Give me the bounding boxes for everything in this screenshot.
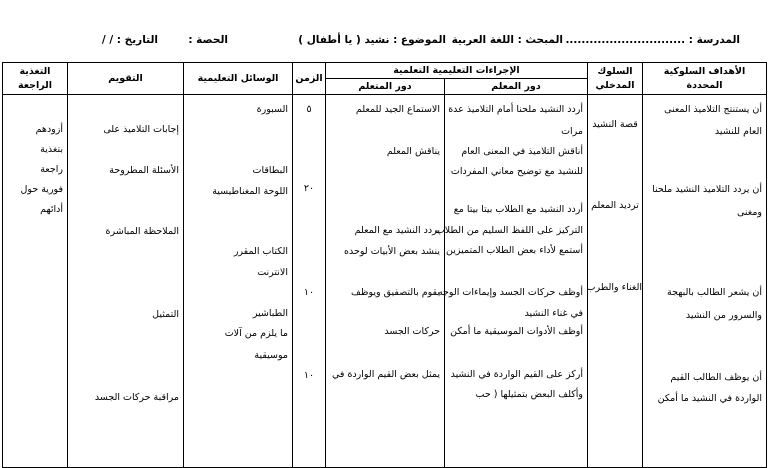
teacher-role-line: للنشيد مع توضيح معاني المفردات	[450, 166, 583, 177]
teacher-role-line: وأكلف البعض بتمثيلها ( حب	[475, 389, 583, 400]
evaluation-item: إجابات التلاميذ على	[103, 124, 179, 135]
time-header: الزمن	[293, 63, 326, 95]
entry-behavior-item: ترديد المعلم	[591, 200, 639, 211]
teacher-role-line: أناقش التلاميذ في المعنى العام	[461, 146, 583, 157]
feedback-line: فورية حول	[20, 184, 63, 195]
teacher-role-cell	[435, 95, 588, 468]
entry-behavior-cell	[588, 95, 643, 468]
feedback-header: التغذية الراجعة	[3, 63, 68, 95]
learner-role-cell	[326, 95, 445, 468]
teacher-role-line: أستمع لأداء بعض الطلاب المتميزين	[445, 245, 583, 256]
aid-item: الانترنت	[257, 267, 288, 278]
learner-role-line: الاستماع الجيد للمعلم	[355, 104, 440, 115]
time-cell	[293, 95, 326, 468]
objective-line: أن يستنتج التلاميذ المعنى	[664, 104, 762, 115]
teacher-role-line: في غناء النشيد	[524, 308, 583, 319]
feedback-line: راجعة	[40, 164, 63, 175]
aid-item: الكتاب المقرر	[233, 246, 288, 257]
learner-role-line: يناقش المعلم	[386, 146, 440, 157]
aid-item: ما يلزم من آلات	[224, 328, 288, 339]
school-label: المدرسة : ..............................	[565, 34, 740, 46]
time-value: ٥	[306, 104, 312, 115]
evaluation-item: مراقبة حركات الجسد	[94, 392, 179, 403]
subject-label: المبحث : اللغة العربية	[451, 34, 563, 46]
objectives-header: الأهداف السلوكية المحددة	[643, 63, 767, 95]
objectives-cell	[643, 95, 767, 468]
teacher-role-line: أردد النشيد ملحنا أمام التلاميذ عدة	[448, 104, 583, 115]
objective-line: أن يوظف الطالب القيم	[670, 372, 762, 383]
learner-role-line: يردد النشيد مع المعلم	[354, 225, 440, 236]
objective-line: أن يردد التلاميذ النشيد ملحنا	[652, 184, 762, 195]
teacher-role-line: التركيز على اللفظ السليم من الطلاب	[435, 225, 583, 236]
teacher-role-header: دور المعلم	[445, 79, 588, 95]
learner-role-line: يقوم بالتصفيق ويوظف	[351, 287, 440, 298]
aid-item: الطباشير	[252, 308, 288, 319]
lesson-plan-table	[2, 62, 767, 468]
aids-header: الوسائل التعليمية	[184, 63, 293, 95]
learner-role-line: يمثل بعض القيم الواردة في	[331, 369, 440, 380]
feedback-line: أدائهم	[40, 204, 63, 215]
objective-line: ومغنى	[736, 207, 762, 218]
objective-line: العام للنشيد	[714, 126, 762, 137]
aid-item: اللوحة المغناطيسية	[212, 186, 288, 197]
procedures-header: الإجراءات التعليمية التعلمية	[326, 63, 588, 79]
aid-item: البطاقات	[252, 165, 288, 176]
learner-role-header: دور المتعلم	[326, 79, 445, 95]
teacher-role-line: أركز على القيم الواردة في النشيد	[450, 369, 583, 380]
time-value: ٢٠	[303, 183, 315, 194]
teacher-role-line: أوظف الأدوات الموسيقية ما أمكن	[450, 326, 583, 337]
period-label: الحصة :	[188, 34, 228, 46]
teacher-role-line: مرات	[561, 126, 583, 137]
entry-behavior-header: السلوك المدخلي	[588, 63, 643, 95]
entry-behavior-item: الغناء والطرب	[586, 282, 642, 293]
learner-role-line: ينشد بعض الأبيات لوحده	[344, 246, 440, 257]
evaluation-item: الملاحظة المباشرة	[105, 226, 179, 237]
teacher-role-line: أوظف حركات الجسد وإيماءات الوجه	[437, 287, 583, 298]
teacher-role-line: أردد النشيد مع الطلاب بيتا بيتا مع	[453, 204, 583, 215]
learner-role-line: حركات الجسد	[384, 326, 440, 337]
time-value: ١٠	[303, 287, 315, 298]
aid-item: السبورة	[256, 104, 288, 115]
evaluation-header: التقويم	[68, 63, 184, 95]
entry-behavior-item: قصة النشيد	[592, 119, 638, 130]
objective-line: أن يشعر الطالب بالبهجة	[667, 287, 762, 298]
feedback-line: أزودهم	[35, 124, 63, 135]
feedback-line: بتغذية	[40, 144, 63, 155]
date-label: التاريخ : / /	[101, 34, 158, 46]
objective-line: الواردة في النشيد ما أمكن	[657, 393, 762, 404]
objective-line: والسرور من النشيد	[685, 310, 762, 321]
aids-cell	[184, 95, 293, 468]
topic-label: الموضوع : نشيد ( يا أطفال )	[298, 34, 446, 46]
evaluation-item: الأسئلة المطروحة	[109, 165, 179, 176]
lesson-header	[0, 34, 768, 54]
evaluation-item: التمثيل	[152, 309, 179, 320]
feedback-cell	[3, 95, 68, 468]
time-value: ١٠	[303, 370, 315, 381]
evaluation-cell	[68, 95, 184, 468]
aid-item: موسيقية	[254, 350, 288, 361]
